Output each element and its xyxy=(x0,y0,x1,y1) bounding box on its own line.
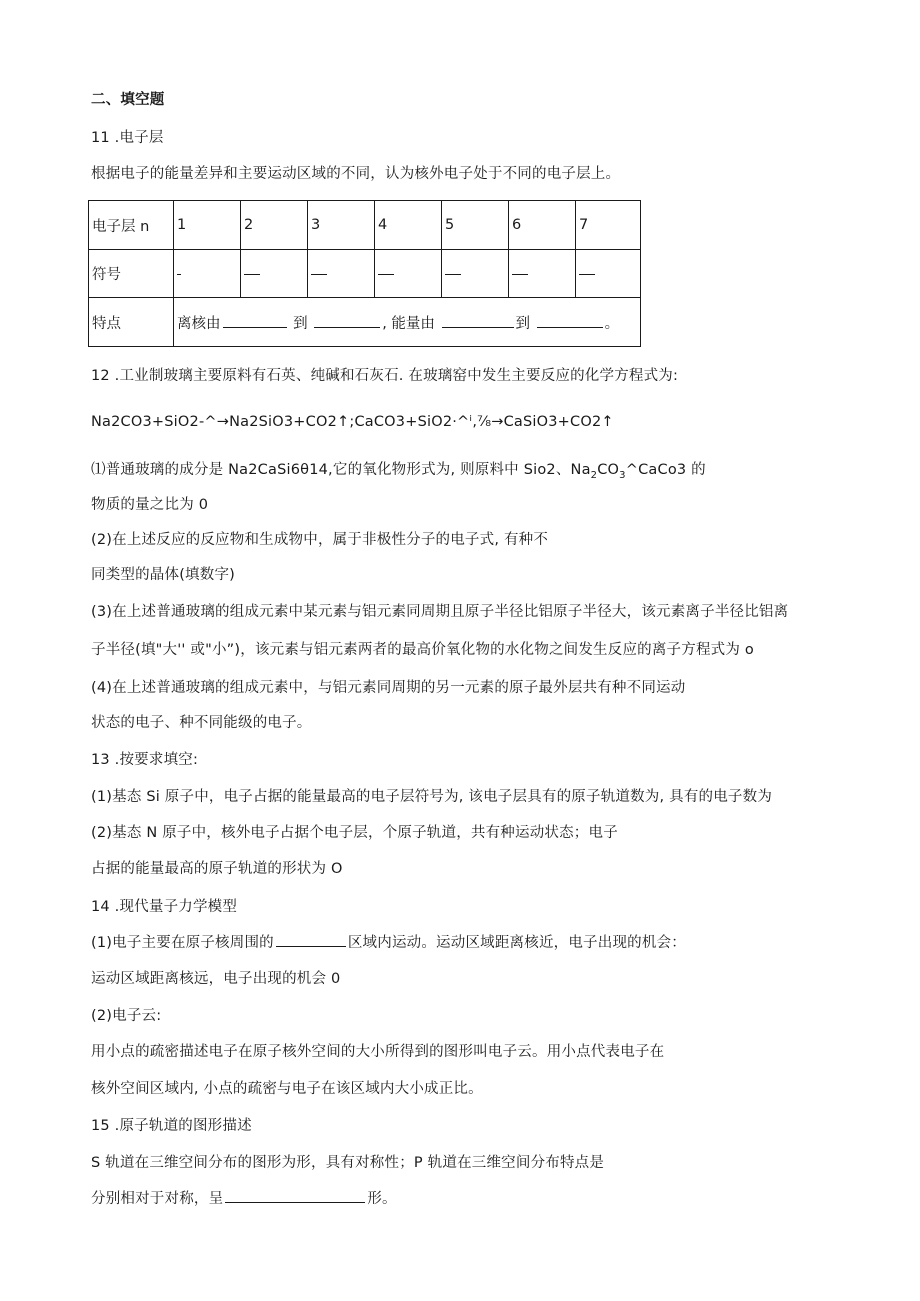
electron-shell-table xyxy=(88,200,641,347)
feature-text: 离核由 xyxy=(177,315,221,332)
q12-p1-text: ^CaCo3 的 xyxy=(625,462,706,478)
answer-blank[interactable] xyxy=(442,314,514,328)
q12-part1 xyxy=(91,460,706,486)
answer-blank[interactable] xyxy=(276,933,346,947)
q14-p1-text: (1)电子主要在原子核周围的 xyxy=(91,935,274,951)
q15-line1: S 轨道在三维空间分布的图形为形，具有对称性；P 轨道在三维空间分布特点是 xyxy=(91,1155,605,1171)
symbol-blank[interactable] xyxy=(442,250,509,298)
answer-blank[interactable] xyxy=(537,314,603,328)
subscript: 3 xyxy=(619,469,626,481)
q12-p1-text: CO xyxy=(597,462,620,478)
q15-text: 形。 xyxy=(367,1191,397,1207)
q14-part2-cont: 核外空间区域内, 小点的疏密与电子在该区域内大小成正比。 xyxy=(91,1081,483,1097)
q15-line2 xyxy=(91,1189,397,1209)
symbol-blank[interactable] xyxy=(576,250,641,298)
level-cell: 4 xyxy=(375,201,442,250)
q12-heading xyxy=(91,366,678,386)
q12-part3-cont: 子半径(填"大'' 或"小”)，该元素与铝元素两者的最高价氧化物的水化物之间发生反应的离子方程式为 o xyxy=(91,642,754,658)
symbol-blank[interactable] xyxy=(241,250,308,298)
q14-p1-text: 区域内运动。运动区域距离核近，电子出现的机会： xyxy=(347,935,686,951)
q15-text: 分别相对于对称，呈 xyxy=(91,1191,224,1207)
q12-p1-text: ⑴普通玻璃的成分是 Na2CaSi6θ14,它的氧化物形式为, 则原料中 Sio2、Na xyxy=(91,462,591,478)
symbol-blank[interactable] xyxy=(174,250,241,298)
row-header-symbol: 符号 xyxy=(89,250,174,298)
q12-part3: (3)在上述普通玻璃的组成元素中某元素与铝元素同周期且原子半径比铝原子半径大，该元素离子半径比铝离 xyxy=(91,604,789,620)
q13-part1: (1)基态 Si 原子中，电子占据的能量最高的电子层符号为, 该电子层具有的原子轨道数为, 具有的电子数为 xyxy=(91,789,773,805)
table-row xyxy=(89,298,641,347)
q12-part1-cont: 物质的量之比为 0 xyxy=(91,497,209,513)
q11-intro: 根据电子的能量差异和主要运动区域的不同，认为核外电子处于不同的电子层上。 xyxy=(91,166,621,182)
answer-blank[interactable] xyxy=(314,314,380,328)
subscript: 2 xyxy=(590,469,598,481)
q11-title: .电子层 xyxy=(114,130,164,146)
q14-title: .现代量子力学模型 xyxy=(114,899,238,915)
q12-part4-cont: 状态的电子、种不同能级的电子。 xyxy=(91,715,312,731)
feature-text: , 能量由 xyxy=(382,315,435,332)
q14-part1-cont: 运动区域距离核远，电子出现的机会 0 xyxy=(91,971,341,987)
q15-heading xyxy=(91,1116,252,1136)
level-cell: 5 xyxy=(442,201,509,250)
q12-part2-cont: 同类型的晶体(填数字) xyxy=(91,567,236,583)
level-cell: 1 xyxy=(174,201,241,250)
symbol-blank[interactable] xyxy=(308,250,375,298)
q13-heading xyxy=(91,750,198,770)
symbol-blank[interactable] xyxy=(509,250,576,298)
q14-number: 14 xyxy=(91,899,110,915)
q12-number: 12 xyxy=(91,368,110,384)
q12-part2: (2)在上述反应的反应物和生成物中，属于非极性分子的电子式, 有种不 xyxy=(91,532,549,548)
q13-part2-cont: 占据的能量最高的原子轨道的形状为 O xyxy=(91,861,343,877)
row-header-feature: 特点 xyxy=(89,298,174,347)
table-row xyxy=(89,250,641,298)
q14-heading xyxy=(91,897,237,917)
answer-blank[interactable] xyxy=(225,1189,365,1203)
q14-part2-title: (2)电子云: xyxy=(91,1008,162,1024)
level-cell: 6 xyxy=(509,201,576,250)
level-cell: 7 xyxy=(576,201,641,250)
q15-title: .原子轨道的图形描述 xyxy=(114,1118,252,1134)
q12-part4: (4)在上述普通玻璃的组成元素中，与铝元素同周期的另一元素的原子最外层共有种不同运动 xyxy=(91,680,686,696)
row-header-n: 电子层 n xyxy=(89,201,174,250)
q14-part1 xyxy=(91,933,686,953)
symbol-blank[interactable] xyxy=(375,250,442,298)
q13-number: 13 xyxy=(91,752,110,768)
feature-text: 到 xyxy=(515,315,531,332)
level-cell: 2 xyxy=(241,201,308,250)
q15-number: 15 xyxy=(91,1118,110,1134)
q11-number: 11 xyxy=(91,130,110,146)
q13-part2: (2)基态 N 原子中，核外电子占据个电子层，个原子轨道，共有种运动状态；电子 xyxy=(91,825,618,841)
answer-blank[interactable] xyxy=(223,314,287,328)
section-title: 二、填空题 xyxy=(91,92,165,108)
level-cell: 3 xyxy=(308,201,375,250)
q14-part2: 用小点的疏密描述电子在原子核外空间的大小所得到的图形叫电子云。用小点代表电子在 xyxy=(91,1044,665,1060)
q11-heading xyxy=(91,128,164,148)
feature-cell xyxy=(174,298,641,347)
q13-title: .按要求填空: xyxy=(114,752,199,768)
table-row xyxy=(89,201,641,250)
q12-stem: .工业制玻璃主要原料有石英、纯碱和石灰石. 在玻璃窑中发生主要反应的化学方程式为: xyxy=(114,368,679,384)
feature-text: 到 xyxy=(293,315,308,332)
q12-equation: Na2CO3+SiO2-^→Na2SiO3+CO2↑;CaCO3+SiO2·^ⁱ‚⅞→CaSiO3+CO2↑ xyxy=(91,414,614,430)
feature-text: 。 xyxy=(604,315,620,332)
